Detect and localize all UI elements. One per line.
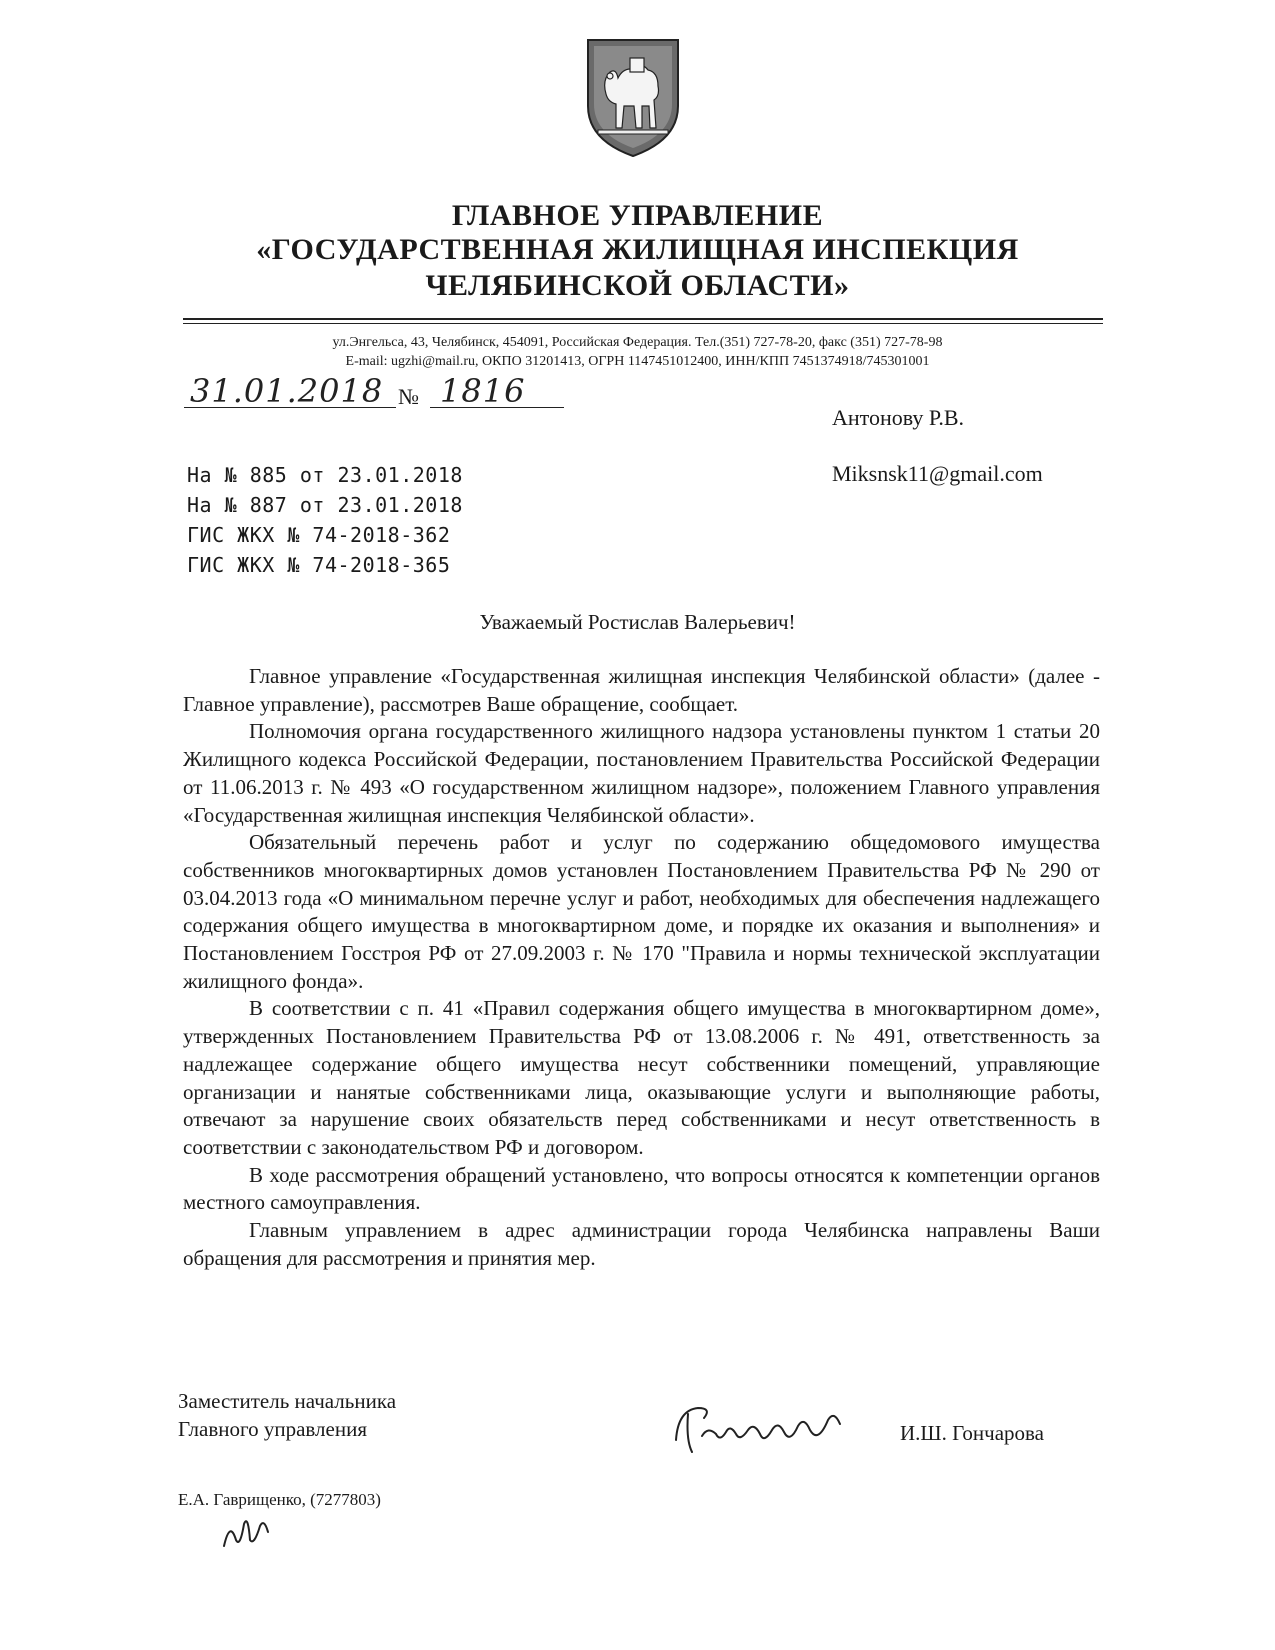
org-address-line-2: E-mail: ugzhi@mail.ru, ОКПО 31201413, ОГРН 1147451012400, ИНН/КПП 7451374918/745301001 [345, 354, 930, 369]
org-address-line-1: ул.Энгельса, 43, Челябинск, 454091, Российская Федерация. Тел.(351) 727-78-20, факс (351) 727-78-98 [332, 335, 943, 350]
reference-item: На № 887 от 23.01.2018 [187, 493, 463, 517]
reference-item: ГИС ЖКХ № 74-2018-362 [187, 523, 451, 547]
recipient-email: Miksnsk11@gmail.com [832, 461, 1043, 486]
body-paragraph: Главное управление «Государственная жилищная инспекция Челябинской области» (далее - Главное управление), рассмотрев Ваше обращение, сообщает. [183, 664, 1100, 716]
recipient-name: Антонову Р.В. [832, 405, 965, 430]
reference-item: На № 885 от 23.01.2018 [187, 463, 463, 487]
body-paragraph: В ходе рассмотрения обращений установлено, что вопросы относятся к компетенции органов местного самоуправления. [183, 1162, 1100, 1215]
org-title-line-3: ЧЕЛЯБИНСКОЙ ОБЛАСТИ» [425, 269, 850, 302]
registration-number: 1816 [440, 372, 526, 410]
header-rule-thin [183, 323, 1103, 324]
signer-name: И.Ш. Гончарова [900, 1421, 1044, 1445]
greeting: Уважаемый Ростислав Валерьевич! [479, 610, 796, 634]
body-paragraph: В соответствии с п. 41 «Правил содержания общего имущества в многоквартирном доме», утвержденных Постановлением Правительства РФ от 13.08.2006 г. № 491, ответственность за надлежащее содержание общего имущества несут собственники помещений, управляющие организации и нанятые собственниками лица, оказывающие услуги и выполняющие работы, отвечают за нарушение своих обязательств перед собственниками и несут ответственность в соответствии с законодательством РФ и договором. [183, 996, 1100, 1159]
signer-position-line-1: Заместитель начальника [178, 1389, 397, 1413]
date-underline [184, 407, 396, 408]
registration-date: 31.01.2018 [190, 372, 384, 410]
org-title-line-2: «ГОСУДАРСТВЕННАЯ ЖИЛИЩНАЯ ИНСПЕКЦИЯ [256, 233, 1019, 266]
executor-initials-mark [220, 1510, 280, 1555]
number-underline [430, 407, 564, 408]
body-paragraph: Обязательный перечень работ и услуг по содержанию общедомового имущества собственников многоквартирных домов установлен Постановлением Правительства РФ № 290 от 03.04.2013 года «О минимальном перечне услуг и работ, необходимых для обеспечения надлежащего содержания общего имущества в многоквартирном доме, и порядке их оказания и выполнения» и Постановлением Госстроя РФ от 27.09.2003 г. № 170 "Правила и нормы технической эксплуатации жилищного фонда». [183, 830, 1100, 993]
reference-list [187, 460, 463, 580]
number-sign: № [398, 384, 419, 409]
reference-item: ГИС ЖКХ № 74-2018-365 [187, 553, 451, 577]
org-title-line-1: ГЛАВНОЕ УПРАВЛЕНИЕ [451, 199, 824, 232]
signer-position-line-2: Главного управления [178, 1417, 367, 1441]
body-paragraph: Полномочия органа государственного жилищного надзора установлены пунктом 1 статьи 20 Жилищного кодекса Российской Федерации, постановлением Правительства Российской Федерации от 11.06.2013 г. № 493 «О государственном жилищном надзоре», положением Главного управления «Государственная жилищная инспекция Челябинской области». [183, 719, 1100, 827]
body-paragraph: Главным управлением в адрес администрации города Челябинска направлены Ваши обращения для рассмотрения и принятия мер. [183, 1218, 1100, 1270]
coat-of-arms-icon [584, 36, 682, 160]
executor-info: Е.А. Гаврищенко, (7277803) [178, 1490, 381, 1509]
handwritten-signature [668, 1400, 848, 1465]
header-rule-thick [183, 318, 1103, 320]
letter-body [183, 663, 1100, 1272]
